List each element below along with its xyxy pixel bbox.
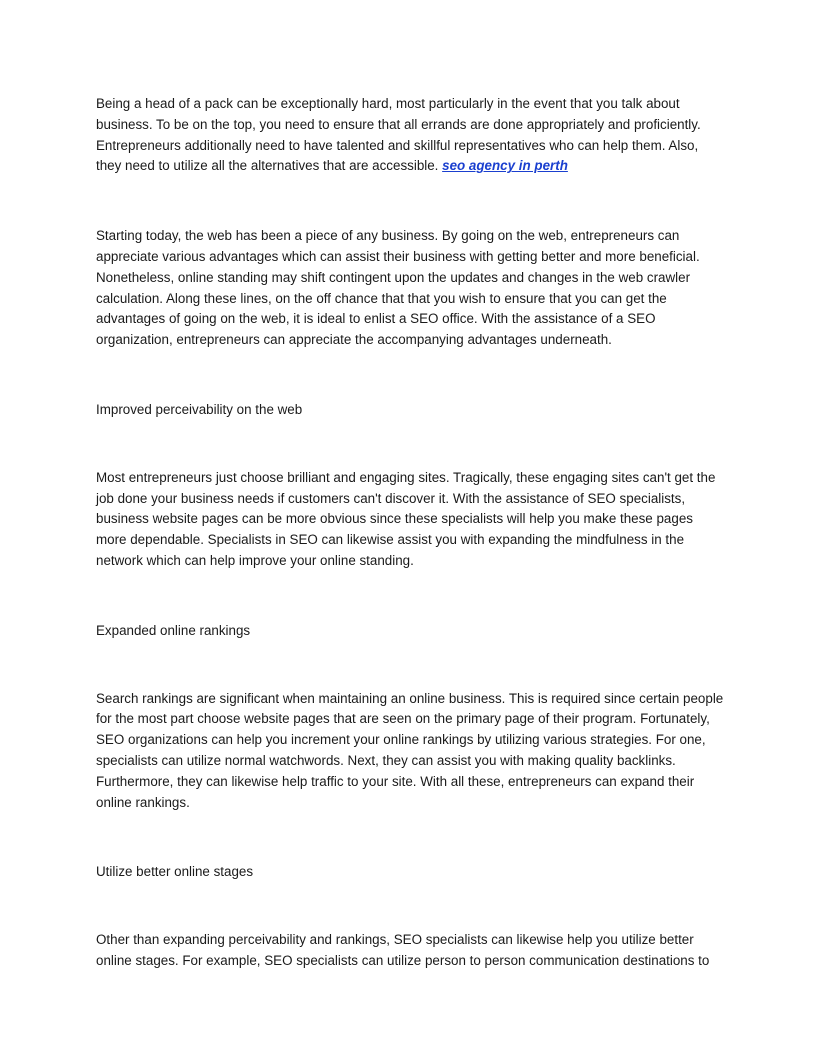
web-business-paragraph: Starting today, the web has been a piece of any business. By going on the web, entrepreneurs can appreciate various advantages which can assist their business with getting better and more beneficial. Nonetheless, online standing may shift contingent upon the updates and changes in the web crawler calculation. Along these lines, on the off chance that that you wish to ensure that you can get the advantages of going on the web, it is ideal to enlist a SEO office. With the assistance of a SEO organization, entrepreneurs can appreciate the accompanying advantages underneath. bbox=[96, 228, 700, 348]
rankings-paragraph: Search rankings are significant when maintaining an online business. This is required since certain people for the most part choose website pages that are seen on the primary page of their program. Fortunately, SEO organizations can help you increment your online rankings by utilizing various strategies. For one, specialists can utilize normal watchwords. Next, they can assist you with making quality backlinks. Furthermore, they can likewise help traffic to your site. With all these, entrepreneurs can expand their online rankings. bbox=[96, 690, 724, 810]
intro-text: Being a head of a pack can be exceptionally hard, most particularly in the event that you talk about business. To be on the top, you need to ensure that all errands are done appropriately and proficiently. Entrepreneurs additionally need to have talented and skillful representatives who can help them. Also, they need to utilize all the alternatives that are accessible. bbox=[96, 96, 701, 174]
online-stages-paragraph: Other than expanding perceivability and rankings, SEO specialists can likewise help you utilize better online stages. For example, SEO specialists can utilize person to person communication destinations to bbox=[96, 932, 710, 968]
perceivability-paragraph: Most entrepreneurs just choose brilliant and engaging sites. Tragically, these engaging sites can't get the job done your business needs if customers can't discover it. With the assistance of SEO specialists, business website pages can be more obvious since these specialists will help you make these pages more dependable. Specialists in SEO can likewise assist you with expanding the mindfulness in the network which can help improve your online standing. bbox=[96, 469, 716, 568]
heading-online-stages: Utilize better online stages bbox=[96, 864, 254, 880]
document-page bbox=[96, 94, 726, 972]
seo-agency-link[interactable]: seo agency in perth bbox=[442, 158, 568, 174]
heading-perceivability: Improved perceivability on the web bbox=[96, 401, 303, 417]
intro-paragraph bbox=[96, 94, 726, 177]
heading-rankings: Expanded online rankings bbox=[96, 622, 251, 638]
